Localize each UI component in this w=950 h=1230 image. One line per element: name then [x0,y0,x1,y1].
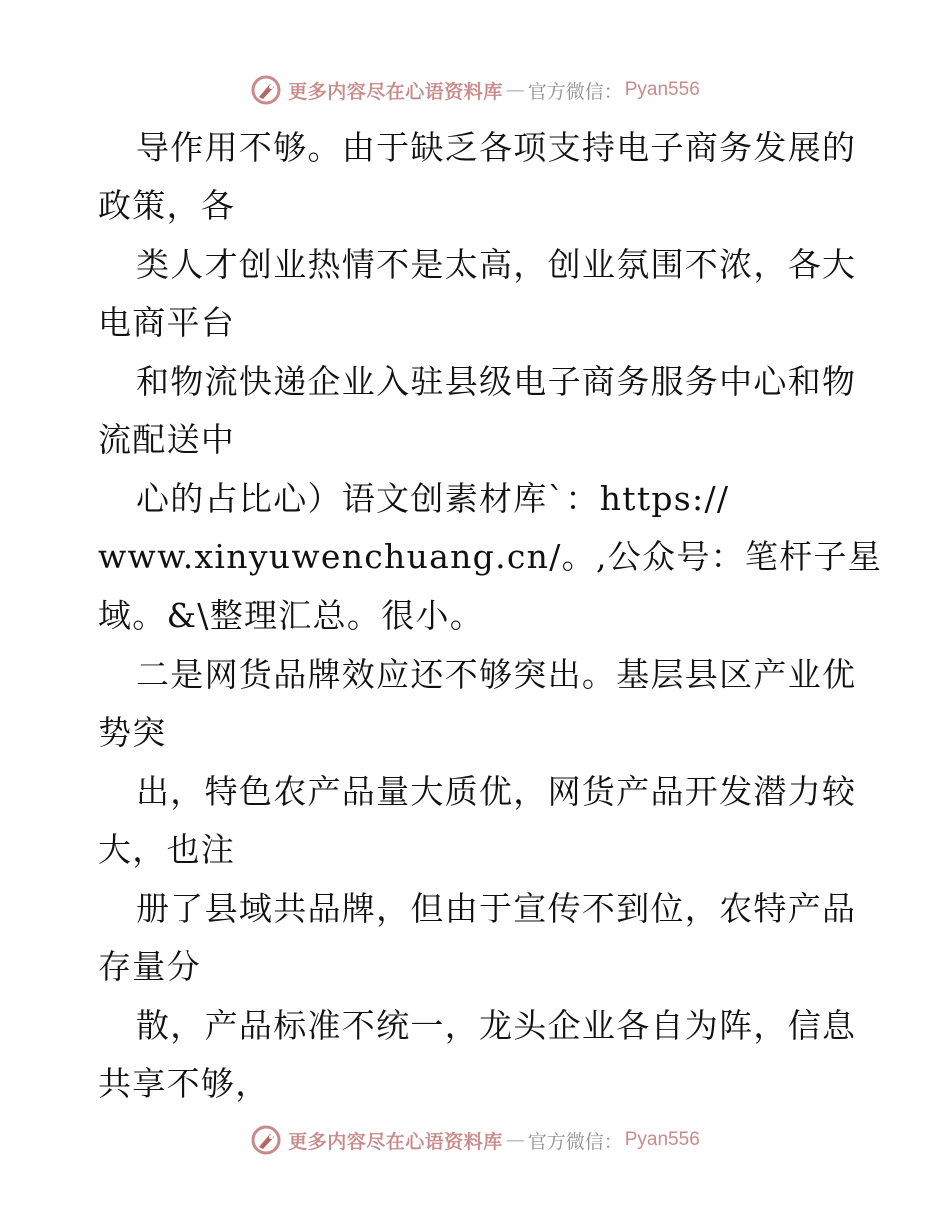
pen-nib-circle-icon [250,74,282,106]
watermark-brand: 更多内容尽在心语资料库 [288,1130,503,1153]
watermark-contact-id: Pyan556 [624,1129,700,1150]
text-line: 册了县域共品牌，但由于宣传不到位，农特产品 [136,889,857,928]
text-line: 心的占比心）语文创素材库`：https:// [136,479,730,518]
text-line: www.xinyuwenchuang.cn/。,公众号：笔杆子星 [98,537,883,576]
watermark-contact-label: 官方微信： [527,80,623,103]
text-line: 出，特色农产品量大质优，网货产品开发潜力较 [136,772,857,811]
text-line: 导作用不够。由于缺乏各项支持电子商务发展的 [136,128,857,167]
header-watermark [0,70,950,110]
text-line: 和物流快递企业入驻县级电子商务服务中心和物 [136,362,857,401]
text-line: 散，产品标准不统一，龙头企业各自为阵，信息 [136,1006,857,1045]
text-line: 共享不够， [98,1064,270,1103]
text-line: 势突 [98,713,167,752]
watermark-contact-id: Pyan556 [624,79,700,100]
text-line: 政策，各 [98,186,236,225]
text-line: 类人才创业热情不是太高，创业氛围不浓，各大 [136,245,857,284]
text-line: 大，也注 [98,830,236,869]
watermark-dash: — [505,79,525,101]
watermark-brand: 更多内容尽在心语资料库 [288,80,503,103]
text-line: 二是网货品牌效应还不够突出。基层县区产业优 [136,655,857,694]
text-line: 存量分 [98,947,201,986]
text-line: 电商平台 [98,303,236,342]
text-line: 域。&\整理汇总。很小。 [98,596,485,635]
text-line: 流配送中 [98,420,236,459]
footer-watermark [0,1120,950,1160]
pen-nib-circle-icon [250,1124,282,1156]
watermark-dash: — [505,1129,525,1151]
watermark-contact-label: 官方微信： [527,1130,623,1153]
